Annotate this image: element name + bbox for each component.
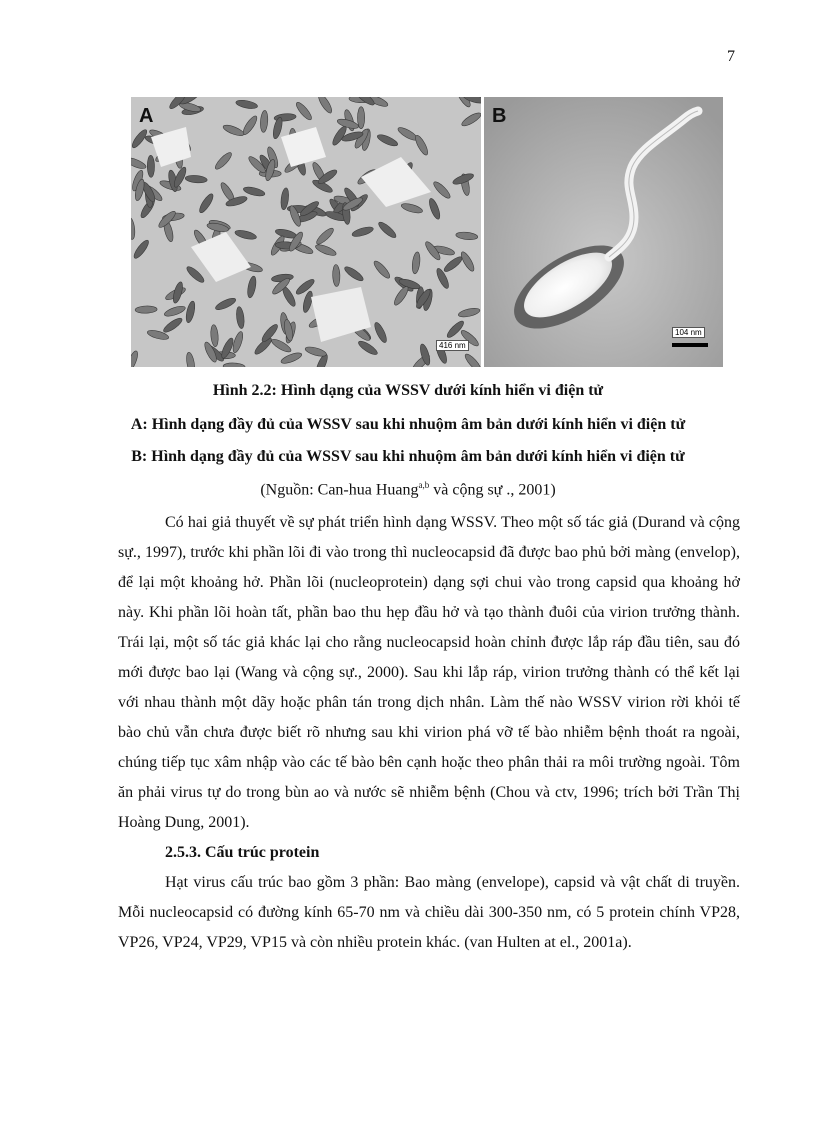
body-text [118, 508, 740, 958]
figure-2-2 [131, 97, 723, 367]
panel-b-scale-label: 104 nm [672, 327, 705, 338]
micrograph-panel-b [484, 97, 723, 367]
virions-cluster-image [131, 97, 481, 367]
paragraph-development-hypotheses: Có hai giả thuyết về sự phát triển hình dạng WSSV. Theo một số tác giả (Durand và cộng sự., 1997), trước khi phần lõi đi vào trong thì nucleocapsid đã được bao phủ bởi màng (envelop), để lại một khoảng hở. Phần lõi (nucleoprotein) dạng sợi chui vào trong capsid qua khoảng hở này. Khi phần lõi hoàn tất, phần bao thu hẹp đầu hở và tạo thành đuôi của virion trưởng thành. Trái lại, một số tác giả khác lại cho rằng nucleocapsid hoàn chỉnh được lắp ráp đầu tiên, sau đó mới được bao lại (Wang và cộng sự., 2000). Sau khi lắp ráp, virion trưởng thành có thể kết lại với nhau thành một dãy hoặc phân tán trong dịch nhân. Làm thế nào WSSV virion rời khỏi tế bào chủ vẫn chưa được biết rõ nhưng sau khi virion phá vỡ tế bào nhiễm bệnh thoát ra ngoài, chúng tiếp tục xâm nhập vào các tế bào bên cạnh hoặc theo phân thải ra môi trường ngoài. Tôm ăn phải virus tự do trong bùn ao và nước sẽ nhiễm bệnh (Chou và ctv, 1996; trích bởi Trần Thị Hoàng Dung, 2001). [118, 514, 740, 831]
figure-source [0, 480, 816, 499]
figure-caption-a: A: Hình dạng đầy đủ của WSSV sau khi nhuộm âm bản dưới kính hiển vi điện tử [130, 416, 686, 433]
virion-rod [358, 107, 365, 129]
panel-b-label: B [492, 105, 507, 127]
figure-title: Hình 2.2: Hình dạng của WSSV dưới kính hiển vi điện tử [212, 382, 604, 399]
source-superscript: a,b [418, 480, 430, 490]
virion-rod [147, 155, 155, 177]
source-text: (Nguồn: Can-hua Huang [260, 481, 419, 499]
source-text-end: và cộng sự ., 2001) [429, 481, 556, 499]
figure-caption-b: B: Hình dạng đầy đủ của WSSV sau khi nhuộm âm bản dưới kính hiển vi điện tử [131, 448, 685, 465]
panel-a-label: A [139, 105, 154, 127]
panel-a-scale-label: 416 nm [436, 340, 469, 351]
page-number: 7 [727, 48, 735, 65]
paragraph-protein-structure: Hạt virus cấu trúc bao gồm 3 phần: Bao màng (envelope), capsid và vật chất di truyền. Mỗi nucleocapsid có đường kính 65-70 nm và chiều dài 300-350 nm, có 5 protein chính VP28, VP26, VP24, VP29, VP15 và còn nhiều protein khác. (van Hulten at el., 2001a). [118, 874, 740, 951]
section-heading-protein-structure: 2.5.3. Cấu trúc protein [165, 844, 320, 861]
micrograph-panel-a [131, 97, 481, 367]
